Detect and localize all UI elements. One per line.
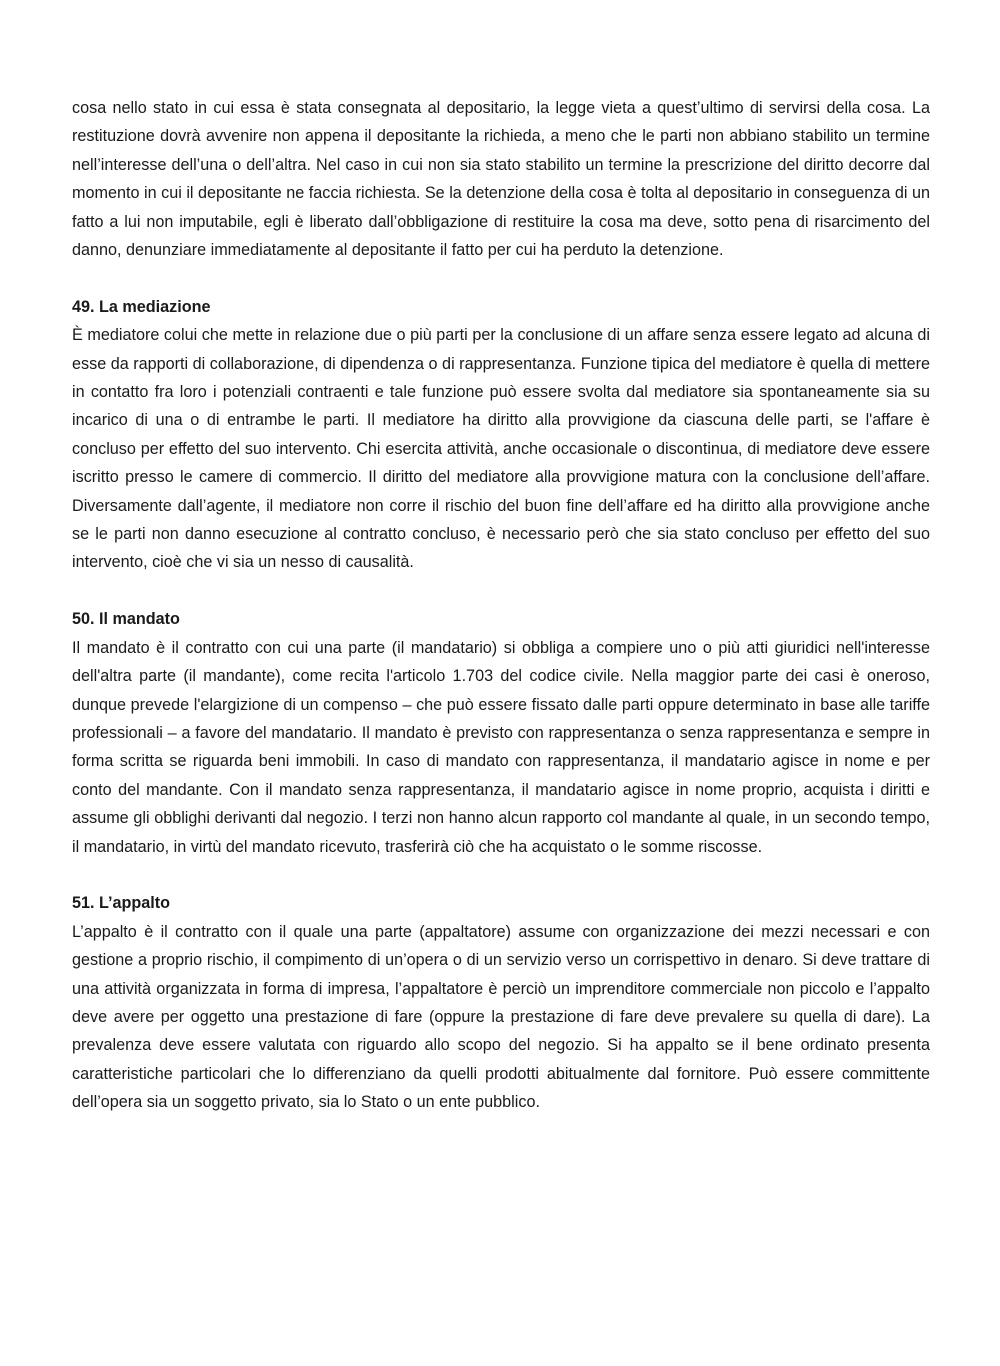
section-mandato bbox=[72, 605, 930, 861]
section-spacer bbox=[72, 861, 930, 889]
section-spacer bbox=[72, 264, 930, 292]
section-body: È mediatore colui che mette in relazione due o più parti per la conclusione di un affare senza essere legato ad alcuna di esse da rapporti di collaborazione, di dipendenza o di rappresentanza. Funzione tipica del mediatore è quella di mettere in contatto fra loro i potenziali contraenti e tale funzione può essere svolta dal mediatore sia spontaneamente sia su incarico di una o di entrambe le parti. Il mediatore ha diritto alla provvigione da ciascuna delle parti, se l'affare è concluso per effetto del suo intervento. Chi esercita attività, anche occasionale o discontinua, di mediatore deve essere iscritto presso le camere di commercio. Il diritto del mediatore alla provvigione matura con la conclusione dell’affare. Diversamente dall’agente, il mediatore non corre il rischio del buon fine dell’affare ed ha diritto alla provvigione anche se le parti non danno esecuzione al contratto concluso, è necessario però che sia stato concluso per effetto del suo intervento, cioè che vi sia un nesso di causalità. bbox=[72, 326, 930, 572]
section-heading: 50. Il mandato bbox=[72, 610, 180, 629]
section-appalto bbox=[72, 889, 930, 1116]
section-mediazione bbox=[72, 293, 930, 577]
document-page bbox=[72, 94, 930, 1117]
section-body: L’appalto è il contratto con il quale una parte (appaltatore) assume con organizzazione dei mezzi necessari e con gestione a proprio rischio, il compimento di un’opera o di un servizio verso un corrispettivo in denaro. Si deve trattare di una attività organizzata in forma di impresa, l’appaltatore è perciò un imprenditore commerciale non piccolo e l’appalto deve avere per oggetto una prestazione di fare (oppure la prestazione di fare deve prevalere su quella di dare). La prevalenza deve essere valutata con riguardo allo scopo del negozio. Si ha appalto se il bene ordinato presenta caratteristiche particolari che lo differenziano da quelli prodotti abitualmente dal fornitore. Può essere committente dell’opera sia un soggetto privato, sia lo Stato o un ente pubblico. bbox=[72, 922, 930, 1112]
section-heading: 51. L’appalto bbox=[72, 894, 171, 913]
section-body: Il mandato è il contratto con cui una parte (il mandatario) si obbliga a compiere uno o più atti giuridici nell'interesse dell'altra parte (il mandante), come recita l'articolo 1.703 del codice civile. Nella maggior parte dei casi è oneroso, dunque prevede l'elargizione di un compenso – che può essere fissato dalle parti oppure determinato in base alle tariffe professionali – a favore del mandatario. Il mandato è previsto con rappresentanza o senza rappresentanza e sempre in forma scritta se riguarda beni immobili. In caso di mandato con rappresentanza, il mandatario agisce in nome e per conto del mandante. Con il mandato senza rappresentanza, il mandatario agisce in nome proprio, acquista i diritti e assume gli obblighi derivanti dal negozio. I terzi non hanno alcun rapporto col mandante al quale, in un secondo tempo, il mandatario, in virtù del mandato ricevuto, trasferirà ciò che ha acquistato o le somme riscosse. bbox=[72, 638, 930, 856]
intro-paragraph: cosa nello stato in cui essa è stata consegnata al depositario, la legge vieta a quest’ultimo di servirsi della cosa. La restituzione dovrà avvenire non appena il depositante la richieda, a meno che le parti non abbiano stabilito un termine nell’interesse dell’una o dell’altra. Nel caso in cui non sia stato stabilito un termine la prescrizione del diritto decorre dal momento in cui il depositante ne faccia richiesta. Se la detenzione della cosa è tolta al depositario in conseguenza di un fatto a lui non imputabile, egli è liberato dall’obbligazione di restituire la cosa ma deve, sotto pena di risarcimento del danno, denunziare immediatamente al depositante il fatto per cui ha perduto la detenzione. bbox=[72, 99, 930, 260]
section-spacer bbox=[72, 577, 930, 605]
section-heading: 49. La mediazione bbox=[72, 297, 211, 316]
